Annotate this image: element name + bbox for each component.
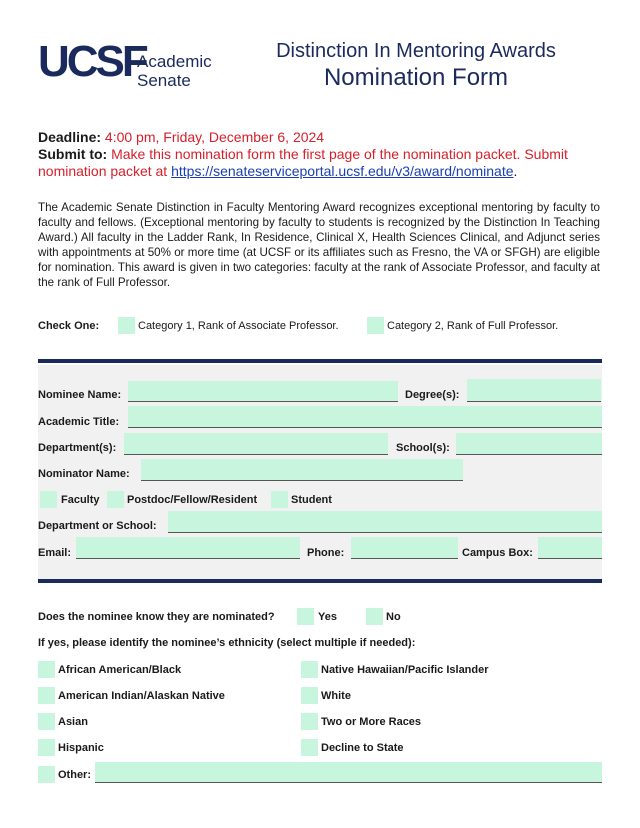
ethnicity-option-label: White — [321, 690, 351, 702]
know-no-checkbox[interactable] — [366, 608, 383, 625]
nominee-name-label: Nominee Name: — [38, 389, 122, 401]
section-divider-bottom — [38, 579, 602, 583]
dept-or-school-label: Department or School: — [38, 520, 157, 532]
schools-label: School(s): — [396, 442, 450, 454]
category-1-label: Category 1, Rank of Associate Professor. — [138, 320, 339, 332]
nominee-name-underline — [128, 401, 398, 402]
degrees-field[interactable] — [467, 379, 601, 401]
submit-block — [38, 146, 608, 180]
ethnicity-checkbox[interactable] — [301, 713, 318, 730]
know-yes-label: Yes — [318, 611, 337, 623]
departments-underline — [124, 454, 388, 455]
section-divider-top — [38, 359, 602, 363]
logo-line2: Senate — [137, 71, 191, 90]
other-underline — [95, 782, 602, 783]
logo-line1: Academic — [137, 52, 212, 71]
know-yes-checkbox[interactable] — [297, 608, 314, 625]
faculty-label: Faculty — [61, 494, 100, 506]
submit-text-2: nomination packet at — [38, 163, 168, 179]
student-checkbox[interactable] — [271, 491, 288, 508]
deadline-value: 4:00 pm, Friday, December 6, 2024 — [104, 129, 325, 145]
academic-title-label: Academic Title: — [38, 416, 120, 428]
faculty-checkbox[interactable] — [40, 491, 57, 508]
postdoc-label: Postdoc/Fellow/Resident — [127, 494, 258, 506]
deadline-label: Deadline: — [38, 129, 102, 145]
know-nominated-question: Does the nominee know they are nominated? — [38, 611, 275, 623]
submit-text-1: Make this nomination form the first page of the nomination packet. Submit — [111, 146, 568, 162]
email-underline — [76, 558, 300, 559]
nominator-name-label: Nominator Name: — [38, 468, 130, 480]
other-checkbox[interactable] — [38, 766, 55, 783]
know-no-label: No — [386, 611, 401, 623]
ethnicity-checkbox[interactable] — [301, 661, 318, 678]
dept-or-school-field[interactable] — [168, 511, 602, 532]
ethnicity-option-label: American Indian/Alaskan Native — [58, 690, 225, 702]
degrees-underline — [467, 401, 601, 402]
nominee-name-field[interactable] — [128, 381, 398, 401]
student-label: Student — [291, 494, 332, 506]
phone-label: Phone: — [307, 547, 345, 559]
phone-field[interactable] — [351, 537, 458, 558]
campus-box-field[interactable] — [538, 537, 602, 558]
ethnicity-option-label: Hispanic — [58, 742, 104, 754]
academic-senate-label — [137, 52, 212, 90]
category-2-checkbox[interactable] — [367, 317, 384, 334]
degrees-label: Degree(s): — [405, 389, 460, 401]
schools-field[interactable] — [456, 433, 602, 454]
ethnicity-checkbox[interactable] — [38, 687, 55, 704]
ucsf-logo: UCSF — [38, 37, 146, 86]
schools-underline — [456, 454, 602, 455]
campus-box-underline — [538, 558, 602, 559]
academic-title-field[interactable] — [128, 406, 602, 427]
ethnicity-checkbox[interactable] — [301, 687, 318, 704]
academic-title-underline — [128, 427, 602, 428]
page-subtitle: Nomination Form — [323, 64, 509, 91]
departments-label: Department(s): — [38, 442, 117, 454]
deadline-line — [38, 129, 608, 146]
category-1-checkbox[interactable] — [118, 317, 135, 334]
ethnicity-question: If yes, please identify the nominee’s ethnicity (select multiple if needed): — [38, 637, 416, 649]
nominator-name-field[interactable] — [141, 459, 463, 480]
ethnicity-checkbox[interactable] — [38, 713, 55, 730]
dept-or-school-underline — [168, 532, 602, 533]
postdoc-checkbox[interactable] — [107, 491, 124, 508]
ethnicity-option-label: Two or More Races — [321, 716, 422, 728]
submission-portal-link[interactable]: https://senateserviceportal.ucsf.edu/v3/award/nominate — [171, 163, 514, 179]
email-label: Email: — [38, 547, 72, 559]
other-field[interactable] — [95, 762, 602, 782]
ethnicity-checkbox[interactable] — [38, 739, 55, 756]
submit-label: Submit to: — [38, 146, 108, 162]
award-description: The Academic Senate Distinction in Faculty Mentoring Award recognizes exceptional mentoring by faculty to faculty and fellows. (Exceptional mentoring by faculty to students is recognized by the Distinction In Teaching Award.) All faculty in the Ladder Rank, In Residence, Clinical X, Health Sciences Clinical, and Adjunct series with appointments at 50% or more time (at UCSF or its affiliates such as Fresno, the VA or SFGH) are eligible for nomination. This award is given in two categories: faculty at the rank of Associate Professor, and faculty at the rank of Full Professor. — [38, 201, 600, 289]
ethnicity-checkbox[interactable] — [301, 739, 318, 756]
ethnicity-option-label: Decline to State — [321, 742, 404, 754]
submit-end: . — [513, 163, 518, 179]
campus-box-label: Campus Box: — [462, 547, 533, 559]
ethnicity-checkbox[interactable] — [38, 661, 55, 678]
other-label: Other: — [58, 769, 91, 781]
check-one-label: Check One: — [38, 320, 100, 332]
phone-underline — [351, 558, 458, 559]
departments-field[interactable] — [124, 433, 388, 454]
ethnicity-option-label: Asian — [58, 716, 88, 728]
nominator-name-underline — [141, 480, 463, 481]
ethnicity-option-label: Native Hawaiian/Pacific Islander — [321, 664, 489, 676]
page-title: Distinction In Mentoring Awards — [276, 40, 556, 62]
email-field[interactable] — [76, 537, 300, 558]
ethnicity-option-label: African American/Black — [58, 664, 182, 676]
category-2-label: Category 2, Rank of Full Professor. — [387, 320, 559, 332]
